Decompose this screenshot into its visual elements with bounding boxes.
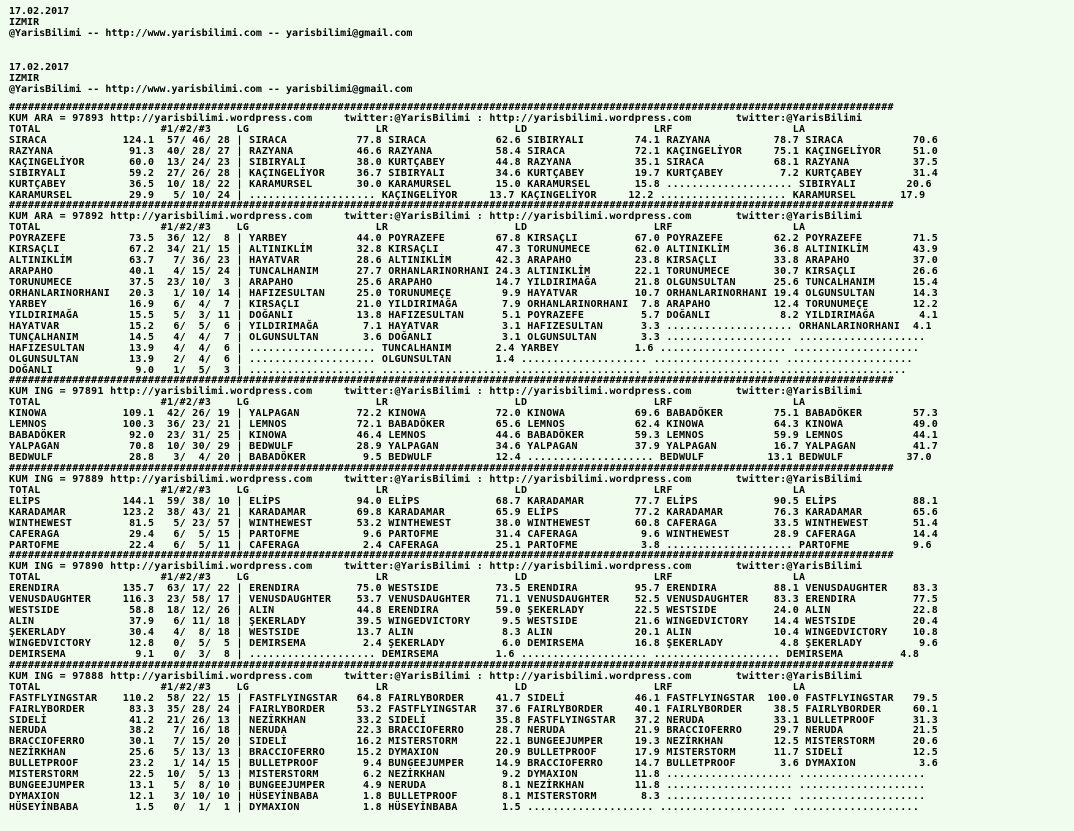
- separator-line: ############################################################################################################################################: [9, 659, 894, 671]
- report-row: LEMNOS 100.3 36/ 23/ 21 | LEMNOS 72.1 BABADÖKER 65.6 LEMNOS 62.4 KINOWA 64.3 KINOWA 49.0: [9, 419, 939, 431]
- header-block-1: [9, 6, 1074, 39]
- report-row: SIRACA 124.1 57/ 46/ 28 | SIRACA 77.8 SIRACA 62.6 SIBIRYALI 74.1 RAZYANA 78.7 SIRACA 70.6: [9, 134, 939, 146]
- report-row: TORUNUMECE 37.5 23/ 10/ 3 | ARAPAHO 25.6 ARAPAHO 14.7 YILDIRIMAĞA 21.8 OLGUNSULTAN 25.6 TUNCALHANIM 15.4: [9, 277, 939, 288]
- column-header: TOTAL #1/#2/#3 LG LR LD LRF LA: [9, 681, 806, 693]
- report-row: MISTERSTORM 22.5 10/ 5/ 13 | MISTERSTORM 6.2 NEZİRKHAN 9.2 DYMAXION 11.8 .................... ....................: [9, 769, 926, 781]
- report-row: WESTSIDE 58.8 18/ 12/ 26 | ALIN 44.8 ERENDIRA 59.0 ŞEKERLADY 22.5 WESTSIDE 24.0 ALIN 22.8: [9, 605, 939, 617]
- report-row: RAZYANA 91.3 40/ 28/ 27 | RAZYANA 46.6 RAZYANA 58.4 SIRACA 72.1 KAÇINGELİYOR 75.1 KAÇINGELİYOR 51.0: [9, 145, 939, 157]
- spacer: [9, 39, 1074, 62]
- report-row: VENUSDAUGHTER 116.3 23/ 58/ 17 | VENUSDAUGHTER 53.7 VENUSDAUGHTER 71.1 VENUSDAUGHTER 52.5 VENUSDAUGHTER 83.3 ERENDIRA 77.5: [9, 594, 939, 606]
- report-row: ERENDIRA 135.7 63/ 17/ 22 | ERENDIRA 75.0 WESTSIDE 73.5 ERENDIRA 95.7 ERENDIRA 88.1 VENUSDAUGHTER 83.3: [9, 583, 939, 595]
- report-row: SIBIRYALI 59.2 27/ 26/ 28 | KAÇINGELİYOR 36.7 SIBIRYALI 34.6 KURTÇABEY 19.7 KURTÇABEY 7.2 KURTÇABEY 31.4: [9, 167, 939, 179]
- report-row: HÜSEYİNBABA 1.5 0/ 1/ 1 | DYMAXION 1.8 HÜSEYİNBABA 1.5 .................... .................... ....................: [9, 802, 920, 813]
- report-row: BABADÖKER 92.0 23/ 31/ 25 | KINOWA 46.4 LEMNOS 44.6 BABADÖKER 59.3 LEMNOS 59.9 LEMNOS 44.1: [9, 430, 939, 442]
- report-row: ELİPS 144.1 59/ 38/ 10 | ELİPS 94.0 ELİPS 68.7 KARADAMAR 77.7 ELİPS 90.5 ELİPS 88.1: [9, 495, 939, 507]
- report-row: DEMIRSEMA 9.1 0/ 3/ 8 | .................... DEMIRSEMA 1.6 .................... .................... DEMIRSEMA 4.8: [9, 648, 920, 660]
- report-row: WINTHEWEST 81.5 5/ 23/ 57 | WINTHEWEST 53.2 WINTHEWEST 38.0 WINTHEWEST 60.8 CAFERAGA 33.5 WINTHEWEST 51.4: [9, 517, 939, 529]
- report-row: KINOWA 109.1 42/ 26/ 19 | YALPAGAN 72.2 KINOWA 72.0 KINOWA 69.6 BABADÖKER 75.1 BABADÖKER 57.3: [9, 408, 939, 420]
- race-header: KUM ARA = 97893 http://yarisbilimi.wordpress.com twitter:@YarisBilimi : http://yarisbilimi.wordpress.com twitter:@YarisBilimi: [9, 112, 863, 124]
- report-row: NEZİRKHAN 25.6 5/ 13/ 13 | BRACCIOFERRO 15.2 DYMAXION 20.9 BULLETPROOF 17.9 MISTERSTORM 11.7 SIDELİ 12.5: [9, 747, 939, 759]
- report-row: YILDIRIMAĞA 15.5 5/ 3/ 11 | DOĞANLI 13.8 HAFIZESULTAN 5.1 POYRAZEFE 5.7 DOĞANLI 8.2 YILDIRIMAĞA 4.1: [9, 309, 939, 321]
- report-row: NERUDA 38.2 7/ 16/ 18 | NERUDA 22.3 BRACCIOFERRO 28.7 NERUDA 21.9 BRACCIOFERRO 29.7 NERUDA 21.5: [9, 725, 939, 737]
- column-header: TOTAL #1/#2/#3 LG LR LD LRF LA: [9, 572, 806, 584]
- report-row: BEDWULF 28.8 3/ 4/ 20 | BABADÖKER 9.5 BEDWULF 12.4 .................... BEDWULF 13.1 BEDWULF 37.0: [9, 452, 932, 463]
- separator-line: ############################################################################################################################################: [9, 462, 894, 474]
- report-row: KARAMURSEL 29.9 5/ 10/ 24 | .................... KAÇINGELİYOR 13.7 KAÇINGELİYOR 12.2 .................... KARAMURSEL 17.9: [9, 189, 926, 201]
- header-contact: @YarisBilimi -- http://www.yarisbilimi.com -- yarisbilimi@gmail.com: [9, 28, 413, 39]
- report-row: ARAPAHO 40.1 4/ 15/ 24 | TUNCALHANIM 27.7 ORHANLARINORHANI 24.3 ALTINIKLİM 22.1 TORUNUMECE 30.7 KIRSAÇLI 26.6: [9, 266, 939, 278]
- separator-line: ############################################################################################################################################: [9, 200, 894, 212]
- column-header: TOTAL #1/#2/#3 LG LR LD LRF LA: [9, 397, 806, 409]
- separator-line: ############################################################################################################################################: [9, 102, 894, 113]
- column-header: TOTAL #1/#2/#3 LG LR LD LRF LA: [9, 484, 806, 496]
- column-header: TOTAL #1/#2/#3 LG LR LD LRF LA: [9, 123, 806, 135]
- race-header: KUM ING = 97890 http://yarisbilimi.wordpress.com twitter:@YarisBilimi : http://yarisbilimi.wordpress.com twitter:@YarisBilimi: [9, 561, 863, 573]
- report-row: DOĞANLI 9.0 1/ 5/ 3 | .................... .................... .................... .................... ....................: [9, 364, 907, 376]
- race-header: KUM ING = 97888 http://yarisbilimi.wordpress.com twitter:@YarisBilimi : http://yarisbilimi.wordpress.com twitter:@YarisBilimi: [9, 670, 863, 682]
- header-block-2: [9, 62, 1074, 95]
- report-row: SIDELİ 41.2 21/ 26/ 13 | NEZİRKHAN 33.2 SIDELİ 35.8 FASTFLYINGSTAR 37.2 NERUDA 33.1 BULLETPROOF 31.3: [9, 714, 939, 726]
- header-date: 17.02.2017: [9, 62, 70, 73]
- report-row: KIRSAÇLI 67.2 34/ 21/ 15 | ALTINIKLİM 32.8 KIRSAÇLI 47.3 TORUNUMECE 62.0 ALTINIKLİM 36.8 ALTINIKLİM 43.9: [9, 244, 939, 256]
- race-header: KUM ING = 97889 http://yarisbilimi.wordpress.com twitter:@YarisBilimi : http://yarisbilimi.wordpress.com twitter:@YarisBilimi: [9, 473, 863, 485]
- header-date: 17.02.2017: [9, 6, 70, 17]
- report-row: ALIN 37.9 6/ 11/ 18 | ŞEKERLADY 39.5 WINGEDVICTORY 9.5 WESTSIDE 21.6 WINGEDVICTORY 14.4 WESTSIDE 20.4: [9, 616, 939, 628]
- report-row: HAFIZESULTAN 13.9 4/ 4/ 6 | .................... TUNCALHANIM 2.4 YARBEY 1.6 .................... ....................: [9, 342, 920, 354]
- race-header: KUM ARA = 97892 http://yarisbilimi.wordpress.com twitter:@YarisBilimi : http://yarisbilimi.wordpress.com twitter:@YarisBilimi: [9, 211, 863, 223]
- separator-line: ############################################################################################################################################: [9, 550, 894, 562]
- race-report-text: [9, 103, 1074, 814]
- report-row: ORHANLARINORHANI 20.3 1/ 10/ 14 | HAFIZESULTAN 25.0 TORUNUMEÇE 9.9 HAYATVAR 10.7 ORHANLARINORHANI 19.4 OLGUNSULTAN 14.3: [9, 287, 939, 299]
- report-row: KAÇINGELİYOR 60.0 13/ 24/ 23 | SIBIRYALI 38.0 KURTÇABEY 44.8 RAZYANA 35.1 SIRACA 68.1 RAZYANA 37.5: [9, 156, 939, 168]
- separator-line: ############################################################################################################################################: [9, 375, 894, 387]
- race-header: KUM ING = 97891 http://yarisbilimi.wordpress.com twitter:@YarisBilimi : http://yarisbilimi.wordpress.com twitter:@YarisBilimi: [9, 386, 863, 398]
- report-row: FASTFLYINGSTAR 110.2 58/ 22/ 15 | FASTFLYINGSTAR 64.8 FAIRLYBORDER 41.7 SIDELİ 46.1 FASTFLYINGSTAR 100.0 FASTFLYINGSTAR 79.5: [9, 692, 939, 704]
- header-city: IZMIR: [9, 17, 40, 28]
- report-row: KURTÇABEY 36.5 10/ 18/ 22 | KARAMURSEL 30.0 KARAMURSEL 15.0 KARAMURSEL 15.8 .................... SIBIRYALI 20.6: [9, 178, 932, 190]
- header-city: IZMIR: [9, 73, 40, 84]
- report-row: HAYATVAR 15.2 6/ 5/ 6 | YILDIRIMAĞA 7.1 HAYATVAR 3.1 HAFIZESULTAN 3.3 .................... ORHANLARINORHANI 4.1: [9, 320, 932, 332]
- report-row: TUNÇALHANIM 14.5 4/ 4/ 7 | OLGUNSULTAN 3.6 DOĞANLI 3.1 OLGUNSULTAN 3.3 .................... ....................: [9, 331, 926, 343]
- report-row: PARTOFME 22.4 6/ 5/ 11 | CAFERAGA 2.4 CAFERAGA 25.1 PARTOFME 3.8 .................... PARTOFME 9.6: [9, 539, 932, 551]
- report-row: BUNGEEJUMPER 13.1 5/ 8/ 10 | BUNGEEJUMPER 4.9 NERUDA 8.1 NEZİRKHAN 11.8 .................... ....................: [9, 780, 926, 792]
- report-row: ALTINIKLİM 63.7 7/ 36/ 23 | HAYATVAR 28.6 ALTINIKLİM 42.3 ARAPAHO 23.8 KIRSAÇLI 33.8 ARAPAHO 37.0: [9, 255, 939, 267]
- report-row: OLGUNSULTAN 13.9 2/ 4/ 6 | .................... OLGUNSULTAN 1.4 .................... .................... ....................: [9, 353, 913, 365]
- report-row: POYRAZEFE 73.5 36/ 12/ 8 | YARBEY 44.0 POYRAZEFE 67.8 KIRSAÇLI 67.0 POYRAZEFE 62.2 POYRAZEFE 71.5: [9, 233, 939, 245]
- report-row: BRACCIOFERRO 30.1 7/ 15/ 20 | SIDELİ 16.2 MISTERSTORM 22.1 BUNGEEJUMPER 19.3 NEZİRKHAN 12.5 MISTERSTORM 20.6: [9, 736, 939, 748]
- report-row: YALPAGAN 70.8 10/ 30/ 29 | BEDWULF 28.9 YALPAGAN 34.6 YALPAGAN 37.9 YALPAGAN 16.7 YALPAGAN 41.7: [9, 441, 939, 453]
- report-row: KARADAMAR 123.2 38/ 43/ 21 | KARADAMAR 69.8 KARADAMAR 65.9 ELİPS 77.2 KARADAMAR 76.3 KARADAMAR 65.6: [9, 506, 939, 518]
- report-row: FAIRLYBORDER 83.3 35/ 28/ 24 | FAIRLYBORDER 53.2 FASTFLYINGSTAR 37.6 FAIRLYBORDER 40.1 FAIRLYBORDER 38.5 FAIRLYBORDER 60.1: [9, 703, 939, 715]
- report-row: WINGEDVICTORY 12.8 0/ 5/ 5 | DEMIRSEMA 2.4 ŞEKERLADY 6.0 DEMIRSEMA 16.8 ŞEKERLADY 4.8 ŞEKERLADY 9.6: [9, 637, 939, 649]
- report-row: BULLETPROOF 23.2 1/ 14/ 15 | BULLETPROOF 9.4 BUNGEEJUMPER 14.9 BRACCIOFERRO 14.7 BULLETPROOF 3.6 DYMAXION 3.6: [9, 758, 939, 770]
- report-row: ŞEKERLADY 30.4 4/ 8/ 18 | WESTSIDE 13.7 ALIN 8.3 ALIN 20.1 ALIN 10.4 WINGEDVICTORY 10.8: [9, 627, 939, 638]
- header-contact: @YarisBilimi -- http://www.yarisbilimi.com -- yarisbilimi@gmail.com: [9, 84, 413, 95]
- report-row: YARBEY 16.9 6/ 4/ 7 | KIRSAÇLI 21.0 YILDIRIMAĞA 7.9 ORHANLARINORHANI 7.8 ARAPAHO 12.4 TORUNUMEÇE 12.2: [9, 298, 939, 310]
- report-row: CAFERAGA 29.4 6/ 5/ 15 | PARTOFME 9.6 PARTOFME 31.4 CAFERAGA 9.6 WINTHEWEST 28.9 CAFERAGA 14.4: [9, 528, 939, 540]
- column-header: TOTAL #1/#2/#3 LG LR LD LRF LA: [9, 222, 806, 234]
- report-row: DYMAXION 12.1 3/ 10/ 10 | HÜSEYİNBABA 1.8 BULLETPROOF 8.1 MISTERSTORM 8.3 .................... ....................: [9, 791, 926, 803]
